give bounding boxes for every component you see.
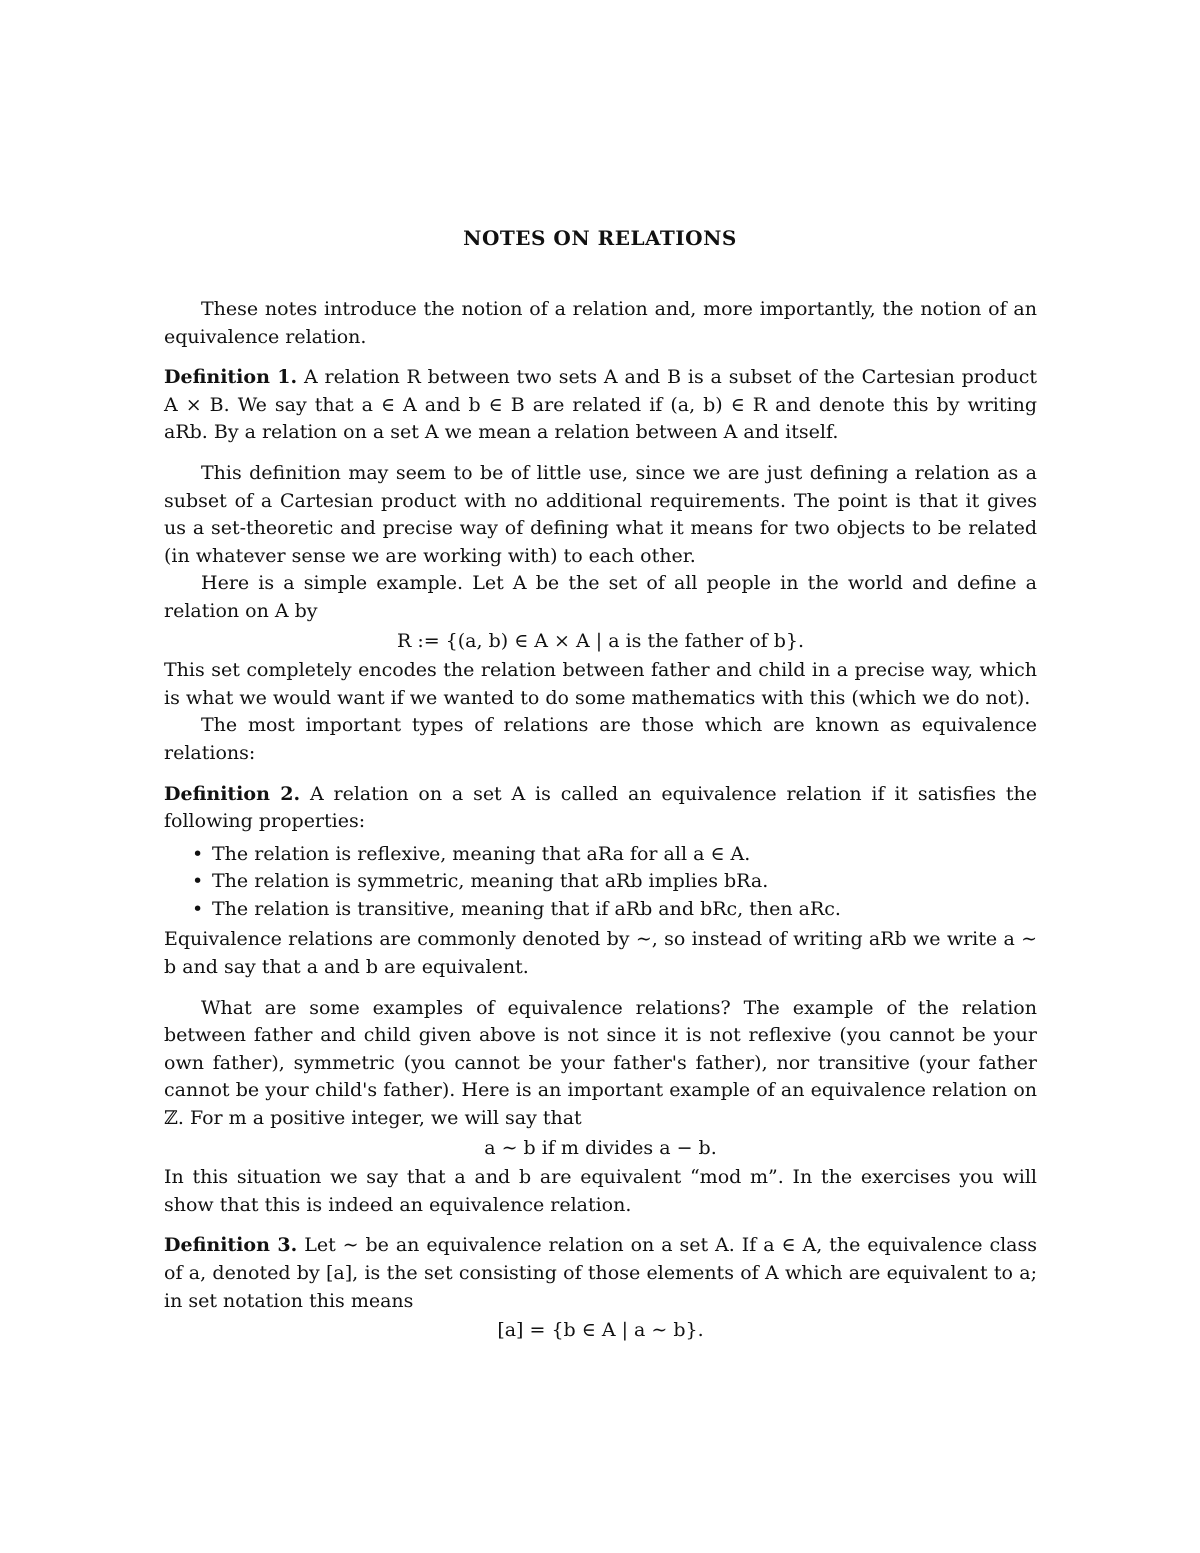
definition-3-label: Definition 3. xyxy=(164,1234,298,1257)
list-item xyxy=(192,868,1037,896)
definition-1 xyxy=(164,364,1037,447)
definition-1-text: A relation R between two sets A and B is a subset of the Cartesian product A × B. We say that a ∈ A and b ∈ B are related if (a, b) ∈ R and denote this by writing aRb. By a relation on a set A we mean a relation between A and itself. xyxy=(164,366,1038,444)
list-item xyxy=(192,841,1037,869)
list-item xyxy=(192,896,1037,924)
property-reflexive: The relation is reflexive, meaning that aRa for all a ∈ A. xyxy=(212,842,751,865)
definition-2-label: Definition 2. xyxy=(164,782,301,805)
bullet-icon: • xyxy=(192,897,204,920)
most-important-paragraph: The most important types of relations are those which are known as equivalence relations: xyxy=(164,714,1037,764)
little-use-paragraph: This definition may seem to be of little use, since we are just defining a relation as a subset of a Cartesian product with no additional requirements. The point is that it gives us a set-theoretic and precise way of defining what it means for two objects to be related (in whatever sense we are working with) to each other. xyxy=(164,461,1037,567)
father-relation-display: R := {(a, b) ∈ A × A | a is the father of b}. xyxy=(396,629,805,652)
bullet-icon: • xyxy=(192,842,204,865)
properties-list xyxy=(164,841,1037,924)
page-title: NOTES ON RELATIONS xyxy=(463,226,737,250)
example-intro-paragraph: Here is a simple example. Let A be the set of all people in the world and define a relation on A by xyxy=(164,572,1037,622)
intro-paragraph: These notes introduce the notion of a relation and, more importantly, the notion of an equivalence relation. xyxy=(164,298,1037,348)
definition-2 xyxy=(164,781,1037,836)
mod-display: a ∼ b if m divides a − b. xyxy=(484,1136,717,1159)
property-transitive: The relation is transitive, meaning that if aRb and bRc, then aRc. xyxy=(212,897,841,920)
mod-m-paragraph: In this situation we say that a and b are equivalent “mod m”. In the exercises you will show that this is indeed an equivalence relation. xyxy=(164,1166,1037,1216)
definition-1-label: Definition 1. xyxy=(164,366,298,389)
document-body xyxy=(164,296,1037,1347)
definition-3-text: Let ∼ be an equivalence relation on a set A. If a ∈ A, the equivalence class of a, denoted by [a], is the set consisting of those elements of A which are equivalent to a; in set notation this means xyxy=(164,1234,1037,1312)
denoted-paragraph: Equivalence relations are commonly denoted by ∼, so instead of writing aRb we write a ∼ b and say that a and b are equivalent. xyxy=(164,928,1037,979)
definition-2-text: A relation on a set A is called an equivalence relation if it satisfies the following properties: xyxy=(164,782,1037,833)
examples-paragraph: What are some examples of equivalence relations? The example of the relation between father and child given above is not since it is not reflexive (you cannot be your own father), symmetric (you cannot be your father's father), nor transitive (your father cannot be your child's father). Here is an important example of an equivalence relation on ℤ. For m a positive integer, we will say that xyxy=(164,996,1037,1130)
encodes-paragraph: This set completely encodes the relation between father and child in a precise way, which is what we would want if we wanted to do some mathematics with this (which we do not). xyxy=(164,659,1037,709)
property-symmetric: The relation is symmetric, meaning that aRb implies bRa. xyxy=(212,870,769,893)
definition-3 xyxy=(164,1232,1037,1315)
equivalence-class-display: [a] = {b ∈ A | a ∼ b}. xyxy=(497,1319,704,1342)
bullet-icon: • xyxy=(192,870,204,893)
